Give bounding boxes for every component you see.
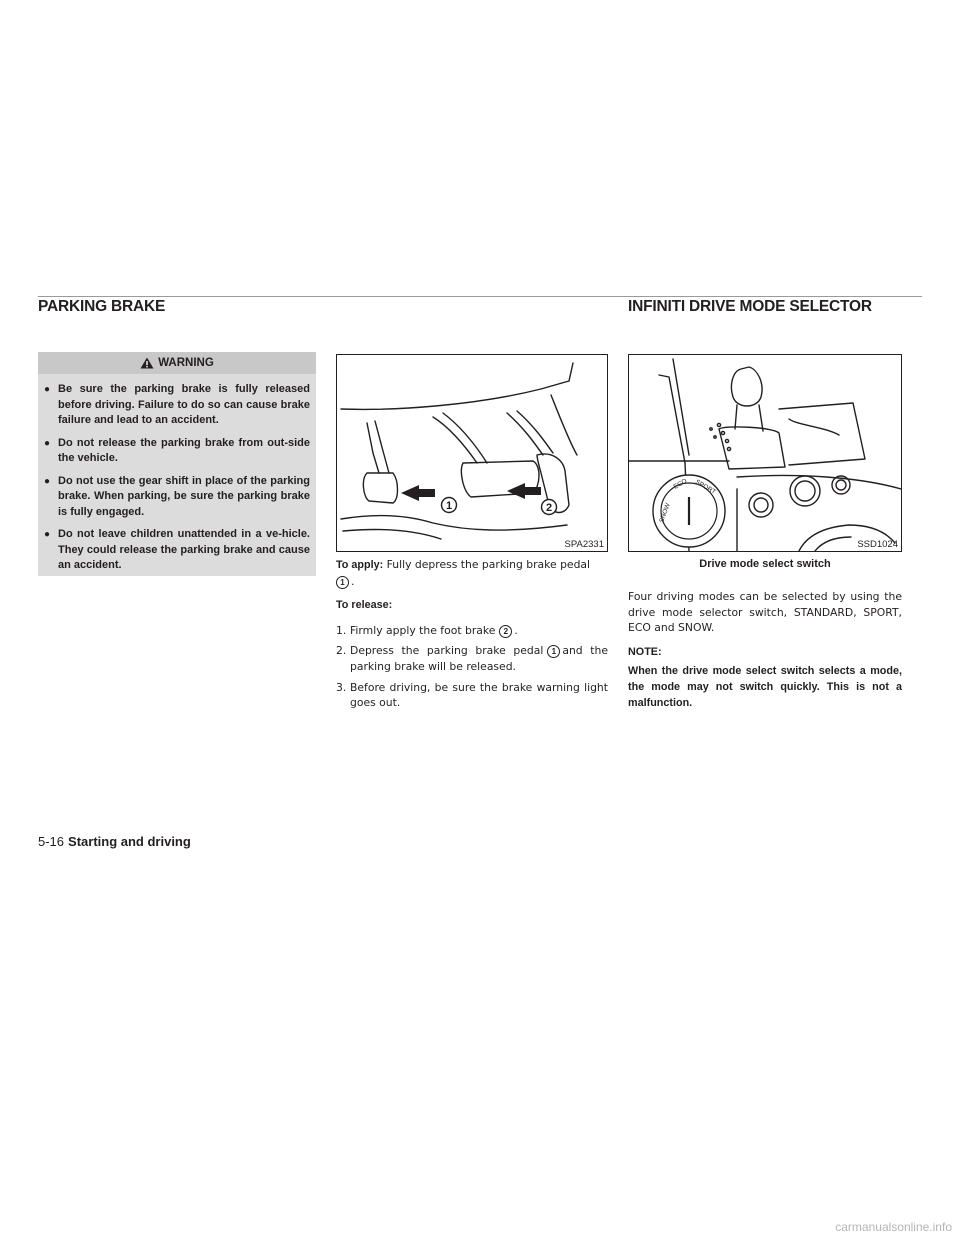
step-text: Before driving, be sure the brake warning light goes out. — [350, 680, 608, 710]
apply-end: . — [351, 574, 355, 588]
heading-drive-mode-selector: INFINITI DRIVE MODE SELECTOR — [628, 298, 872, 315]
step-number: 3. — [336, 680, 347, 694]
parking-brake-text — [336, 557, 608, 716]
heading-parking-brake: PARKING BRAKE — [38, 298, 166, 315]
ref-circle: 2 — [499, 625, 512, 638]
step-text: Firmly apply the foot brake — [350, 623, 496, 637]
note-text: When the drive mode select switch selects a mode, the mode may not switch quickly. This is not a malfunction. — [628, 665, 902, 709]
page-number: 5-16 — [38, 834, 65, 849]
watermark: carmanualsonline.info — [835, 1220, 952, 1234]
step-text-end: . — [514, 623, 518, 637]
step-number: 1. — [336, 623, 347, 637]
list-item — [336, 643, 608, 674]
drive-mode-text — [628, 589, 902, 720]
ref-circle: 1 — [336, 576, 349, 589]
step-text: Depress the parking brake pedal — [350, 644, 544, 658]
arrow-2-icon — [507, 483, 541, 499]
header-rule — [38, 296, 922, 297]
warning-header — [38, 352, 316, 374]
ref-circle: 1 — [547, 645, 560, 658]
figure-caption: Drive mode select switch — [699, 558, 831, 570]
dial-label-snow: SNOW — [658, 502, 672, 524]
apply-text: Fully depress the parking brake pedal — [386, 558, 591, 571]
figure-code: SSD1024 — [857, 539, 898, 550]
arrow-1-icon — [401, 485, 435, 501]
dial-label-sport: SPORT — [694, 478, 717, 496]
apply-label: To apply: — [336, 559, 384, 571]
page-footer — [38, 834, 191, 849]
list-item — [336, 680, 608, 711]
warning-list — [38, 374, 316, 574]
note-label: NOTE: — [628, 645, 662, 658]
warning-item: ● Do not use the gear shift in place of the parking brake. When parking, be sure the parking brake is fully engaged. — [58, 474, 310, 521]
apply-paragraph — [336, 557, 608, 589]
pedal-illustration — [337, 355, 607, 551]
release-label: To release: — [336, 599, 393, 612]
callout-1: 1 — [445, 500, 453, 512]
figure-code: SPA2331 — [564, 539, 604, 550]
drive-mode-illustration — [629, 355, 901, 551]
step-text-end: and the parking brake will be released. — [350, 644, 608, 673]
section-name: Starting and driving — [68, 834, 191, 849]
warning-item: ● Do not leave children unattended in a ve-hicle. They could release the parking brake and cause an accident. — [58, 527, 310, 574]
release-steps — [336, 623, 608, 711]
callout-2: 2 — [545, 502, 553, 514]
drive-mode-figure — [628, 354, 902, 552]
warning-item: ● Be sure the parking brake is fully released before driving. Failure to do so can cause brake failure and lead to an accident. — [58, 382, 310, 429]
parking-brake-figure — [336, 354, 608, 552]
dial-label-eco: ECO — [672, 477, 689, 491]
intro-paragraph: Four driving modes can be selected by using the drive mode selector switch, STANDARD, SPORT, ECO and SNOW. — [628, 590, 902, 635]
warning-box — [38, 352, 316, 576]
step-number: 2. — [336, 644, 347, 658]
warning-item: ● Do not release the parking brake from out-side the vehicle. — [58, 436, 310, 467]
warning-triangle-icon — [140, 357, 154, 369]
warning-title: WARNING — [158, 357, 214, 369]
list-item — [336, 623, 608, 639]
